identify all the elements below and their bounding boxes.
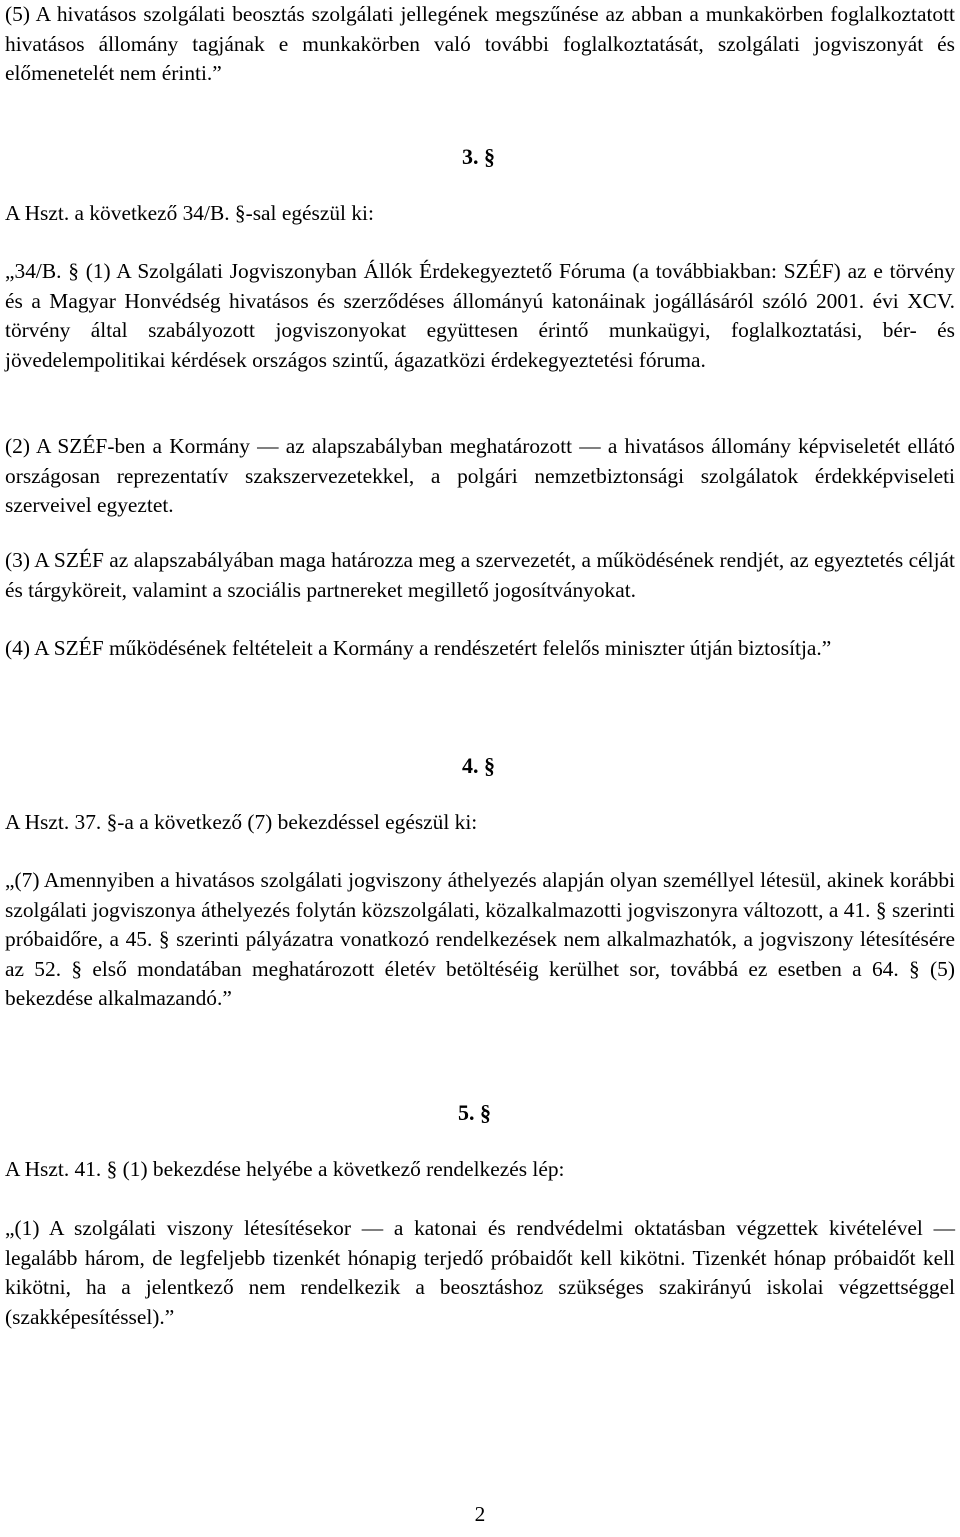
section-37-paragraph-7: „(7) Amennyiben a hivatásos szolgálati jogviszony áthelyezés alapján olyan személlyel létesül, akinek korábbi szolgálati jogviszonya áthelyezés folytán közszolgálati, közalkalmazotti jogviszonyra változott, a 41. § szerinti próbaidőre, a 45. § szerinti pályázatra vonatkozó rendelkezések nem alkalmazhatók, a jogviszony létesítésére az 52. § első mondatában meghatározott életév betöltéséig kerülhet sor, továbbá ez esetben a 64. § (5) bekezdése alkalmazandó.” <box>5 868 955 1011</box>
section-heading-3: 3. § <box>462 144 495 169</box>
amendment-intro-34b: A Hszt. a következő 34/B. §-sal egészül ki: <box>5 201 374 225</box>
section-heading-4: 4. § <box>462 753 495 778</box>
paragraph-5-closing: (5) A hivatásos szolgálati beosztás szolgálati jellegének megszűnése az abban a munkakörben foglalkoztatott hivatásos állomány tagjának e munkakörben való további foglalkoztatását, szolgálati jogviszonyát és előmenetelét nem érinti.” <box>5 2 955 86</box>
section-34b-paragraph-4: (4) A SZÉF működésének feltételeit a Kormány a rendészetért felelős miniszter útján biztosítja.” <box>5 636 832 660</box>
section-34b-paragraph-2: (2) A SZÉF-ben a Kormány — az alapszabályban meghatározott — a hivatásos állomány képviseletét ellátó országosan reprezentatív szakszervezetekkel, a polgári nemzetbiztonsági szolgálatok érdekképviseleti szerveivel egyeztet. <box>5 434 955 518</box>
section-34b-paragraph-3: (3) A SZÉF az alapszabályában maga határozza meg a szervezetét, a működésének rendjét, az egyeztetés célját és tárgyköreit, valamint a szociális partnereket megillető jogosítványokat. <box>5 548 955 602</box>
section-34b-paragraph-1: „34/B. § (1) A Szolgálati Jogviszonyban Állók Érdekegyeztető Fóruma (a továbbiakban: SZÉF) az e törvény és a Magyar Honvédség hivatásos és szerződéses állományú katonáinak jogállásáról szóló 2001. évi XCV. törvény által szabályozott jogviszonyokat együttesen érintő munkaügyi, foglalkoztatási, bér- és jövedelempolitikai kérdések országos szintű, ágazatközi érdekegyeztetési fóruma. <box>5 259 955 372</box>
amendment-intro-37: A Hszt. 37. §-a a következő (7) bekezdéssel egészül ki: <box>5 810 478 834</box>
amendment-intro-41: A Hszt. 41. § (1) bekezdése helyébe a következő rendelkezés lép: <box>5 1157 565 1181</box>
page-number: 2 <box>474 1502 486 1526</box>
section-heading-5: 5. § <box>458 1100 491 1125</box>
section-41-paragraph-1: „(1) A szolgálati viszony létesítésekor — a katonai és rendvédelmi oktatásban végzettek kivételével — legalább három, de legfeljebb tizenkét hónapig terjedő próbaidőt kell kikötni. Tizenkét hónap próbaidőt kell kikötni, ha a jelentkező nem rendelkezik a beosztáshoz szükséges szakirányú iskolai végzettséggel (szakképesítéssel).” <box>5 1216 955 1329</box>
